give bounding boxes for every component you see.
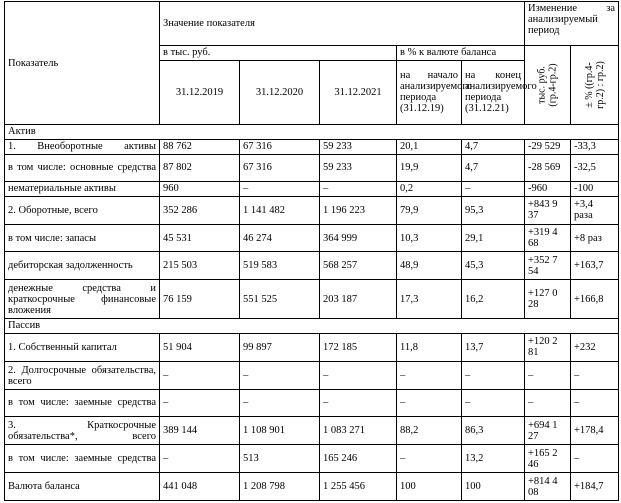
table-cell: –: [571, 390, 619, 417]
table-cell: 45,3: [462, 252, 525, 280]
table-cell: –: [160, 390, 240, 417]
table-cell: [525, 416, 571, 445]
table-cell: 11,8: [397, 333, 462, 362]
table-row: [5, 473, 619, 501]
table-cell: 551 525: [240, 280, 320, 319]
table-cell: в том числе: заемные средства: [5, 390, 160, 417]
table-cell: 76 159: [160, 280, 240, 319]
table-cell: –: [160, 362, 240, 390]
table-cell: 67 316: [240, 154, 320, 181]
table-cell: 100: [462, 473, 525, 501]
table-cell: –: [320, 390, 397, 417]
cell-text: +694 1: [528, 419, 558, 431]
table-cell: 215 503: [160, 252, 240, 280]
cell-text: раза: [574, 210, 593, 222]
table-cell: 59 233: [320, 139, 397, 154]
table-row: [5, 224, 619, 252]
table-cell: +166,8: [571, 280, 619, 319]
table-cell: -960: [525, 181, 571, 196]
table-cell: [525, 252, 571, 280]
table-row: [5, 445, 619, 473]
table-cell: [571, 197, 619, 225]
table-cell: +184,7: [571, 473, 619, 501]
cell-text: Показатель: [8, 57, 59, 69]
table-cell: денежные средства и краткосрочные финансовые вложения: [5, 280, 160, 319]
table-row: [5, 181, 619, 196]
cell-text: Пассив: [8, 320, 41, 332]
cell-text: +843 9: [528, 199, 558, 211]
table-row: [5, 362, 619, 390]
cell-text: на начало анализируемого периода (31.12.19): [400, 70, 472, 115]
header-change-pct: [571, 46, 619, 125]
table-cell: [525, 445, 571, 473]
table-cell: 441 048: [160, 473, 240, 501]
table-cell: 29,1: [462, 224, 525, 252]
cell-text: 68: [528, 238, 539, 250]
table-cell: 46 274: [240, 224, 320, 252]
table-cell: дебиторская задолженность: [5, 252, 160, 280]
table-cell: 13,2: [462, 445, 525, 473]
table-cell: –: [320, 362, 397, 390]
table-cell: –: [240, 181, 320, 196]
table-cell: 13,7: [462, 333, 525, 362]
table-cell: [525, 197, 571, 225]
header-pct-currency: [397, 46, 525, 60]
table-cell: 165 246: [320, 445, 397, 473]
table-cell: 1 208 798: [240, 473, 320, 501]
table-cell: 960: [160, 181, 240, 196]
table-cell: в том числе: запасы: [5, 224, 160, 252]
table-cell: 389 144: [160, 416, 240, 445]
table-cell: 51 904: [160, 333, 240, 362]
table-cell: 1. Собственный капитал: [5, 333, 160, 362]
table-cell: +8 раз: [571, 224, 619, 252]
table-cell: 79,9: [397, 197, 462, 225]
cell-text: тыс. руб.: [536, 66, 548, 105]
cell-text: +352 7: [528, 254, 558, 266]
table-cell: 364 999: [320, 224, 397, 252]
table-cell: –: [397, 445, 462, 473]
table-cell: -33,3: [571, 139, 619, 154]
table-cell: 67 316: [240, 139, 320, 154]
cell-text: +319 4: [528, 227, 558, 239]
table-cell: [525, 280, 571, 319]
table-cell: 17,3: [397, 280, 462, 319]
table-cell: 519 583: [240, 252, 320, 280]
table-cell: –: [462, 390, 525, 417]
cell-text: 08: [528, 486, 539, 498]
cell-text: гр.2) : гр.2): [594, 61, 606, 109]
table-cell: 1 083 271: [320, 416, 397, 445]
cell-text: в тыс. руб.: [163, 47, 211, 59]
cell-text: 28: [528, 299, 539, 311]
cell-text: в % к валюте баланса: [400, 47, 497, 59]
cell-text: на конец анализируемого периода (31.12.21): [465, 70, 537, 115]
cell-text: 31.12.2020: [255, 86, 304, 98]
cell-text: Значение показателя: [163, 18, 255, 30]
cell-text: +165 2: [528, 447, 558, 459]
table-cell: 1 255 456: [320, 473, 397, 501]
table-cell: 10,3: [397, 224, 462, 252]
balance-table: [4, 1, 619, 501]
table-cell: 1 196 223: [320, 197, 397, 225]
table-row: [5, 197, 619, 225]
table-cell: -29 529: [525, 139, 571, 154]
table-cell: 172 185: [320, 333, 397, 362]
header-thousand-rub: [160, 46, 397, 60]
table-cell: 1 141 482: [240, 197, 320, 225]
header-date-2021: [320, 60, 397, 125]
header-end-period: [462, 60, 537, 125]
table-row: [5, 154, 619, 181]
table-cell: +178,4: [571, 416, 619, 445]
table-cell: 48,9: [397, 252, 462, 280]
table-cell: 1 108 901: [240, 416, 320, 445]
table-cell: [525, 224, 571, 252]
table-cell: 95,3: [462, 197, 525, 225]
table-cell: 4,7: [462, 139, 525, 154]
table-cell: –: [571, 445, 619, 473]
cell-text: +3,4: [574, 199, 594, 211]
cell-text: Изменение за анализируемый период: [528, 3, 616, 37]
section-liabilities: [5, 319, 619, 333]
table-row: [5, 139, 619, 154]
table-cell: [525, 333, 571, 362]
table-cell: 2. Долгосрочные обязательства, всего: [5, 362, 160, 390]
table-cell: –: [525, 362, 571, 390]
section-assets: [5, 125, 619, 139]
cell-text: (гр.4-гр.2): [547, 63, 559, 107]
table-cell: -100: [571, 181, 619, 196]
table-cell: 100: [397, 473, 462, 501]
table-cell: –: [525, 390, 571, 417]
cell-text: 27: [528, 430, 539, 442]
table-cell: -32,5: [571, 154, 619, 181]
table-cell: 16,2: [462, 280, 525, 319]
table-cell: 2. Оборотные, всего: [5, 197, 160, 225]
cell-text: +120 2: [528, 336, 558, 348]
table-cell: 20,1: [397, 139, 462, 154]
table-cell: –: [462, 181, 525, 196]
table-cell: +232: [571, 333, 619, 362]
table-cell: 86,3: [462, 416, 525, 445]
table-cell: 88 762: [160, 139, 240, 154]
table-row: [5, 280, 619, 319]
header-start-period: [397, 60, 472, 125]
cell-text: +127 0: [528, 288, 558, 300]
header-value: [160, 2, 525, 46]
table-cell: –: [397, 362, 462, 390]
table-cell: –: [571, 362, 619, 390]
cell-text: 37: [528, 210, 539, 222]
table-cell: 568 257: [320, 252, 397, 280]
cell-text: +814 4: [528, 475, 558, 487]
table-cell: 45 531: [160, 224, 240, 252]
table-cell: 513: [240, 445, 320, 473]
table-cell: –: [240, 362, 320, 390]
table-cell: 19,9: [397, 154, 462, 181]
table-cell: +163,7: [571, 252, 619, 280]
table-cell: –: [397, 390, 462, 417]
cell-text: 31.12.2021: [334, 86, 382, 98]
table-row: [5, 390, 619, 417]
cell-text: Актив: [8, 126, 36, 138]
table-cell: 59 233: [320, 154, 397, 181]
cell-text: ± % ((гр.4-: [583, 62, 595, 108]
table-cell: –: [462, 362, 525, 390]
cell-text: 31.12.2019: [175, 86, 224, 98]
table-cell: 1. Внеоборотные активы: [5, 139, 160, 154]
table-cell: Валюта баланса: [5, 473, 160, 501]
table-cell: в том числе: основные средства: [5, 154, 160, 181]
header-indicator: [5, 2, 160, 125]
table-cell: 4,7: [462, 154, 525, 181]
header-change: [525, 2, 619, 46]
cell-text: 46: [528, 458, 539, 470]
header-date-2019: [160, 60, 240, 125]
table-cell: в том числе: заемные средства: [5, 445, 160, 473]
cell-text: 81: [528, 347, 539, 359]
table-cell: [525, 473, 571, 501]
table-row: [5, 416, 619, 445]
header-date-2020: [240, 60, 320, 125]
table-cell: -28 569: [525, 154, 571, 181]
table-cell: –: [160, 445, 240, 473]
table-cell: 88,2: [397, 416, 462, 445]
table-cell: 87 802: [160, 154, 240, 181]
table-cell: нематериальные активы: [5, 181, 160, 196]
table-cell: –: [240, 390, 320, 417]
table-cell: 3. Краткосрочные обязательства*, всего: [5, 416, 160, 445]
table-row: [5, 252, 619, 280]
table-cell: 99 897: [240, 333, 320, 362]
table-cell: 352 286: [160, 197, 240, 225]
cell-text: 54: [528, 265, 539, 277]
table-cell: –: [320, 181, 397, 196]
table-cell: 203 187: [320, 280, 397, 319]
table-cell: 0,2: [397, 181, 462, 196]
table-row: [5, 333, 619, 362]
